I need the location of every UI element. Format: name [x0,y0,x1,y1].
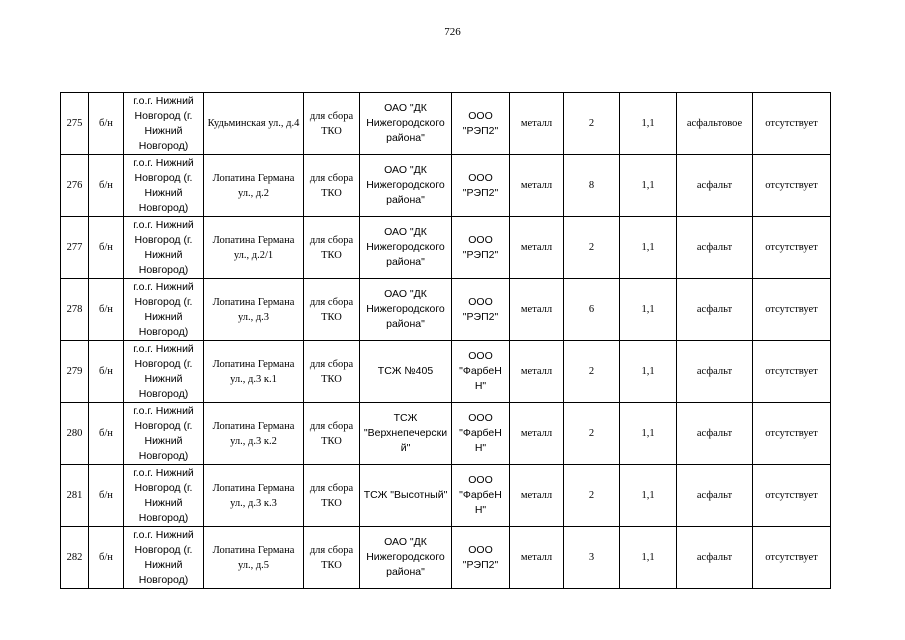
cell-address: Лопатина Германа ул., д.2 [204,155,304,217]
cell-fence: отсутствует [753,279,831,341]
cell-surface: асфальтовое [677,93,753,155]
cell-purpose: для сбора ТКО [304,527,360,589]
cell-container-volume: 1,1 [620,155,677,217]
table-row [61,465,831,527]
cell-container-count: 8 [564,155,620,217]
cell-reg-number: б/н [89,403,124,465]
cell-container-count: 3 [564,527,620,589]
cell-reg-number: б/н [89,465,124,527]
cell-address: Лопатина Германа ул., д.3 [204,279,304,341]
cell-address: Лопатина Германа ул., д.3 к.1 [204,341,304,403]
cell-container-count: 2 [564,217,620,279]
cell-fence: отсутствует [753,403,831,465]
cell-locality: г.о.г. Нижний Новгород (г. Нижний Новгород) [124,93,204,155]
table-row [61,341,831,403]
cell-locality: г.о.г. Нижний Новгород (г. Нижний Новгород) [124,217,204,279]
cell-number: 275 [61,93,89,155]
cell-address: Лопатина Германа ул., д.5 [204,527,304,589]
cell-operator: ООО "РЭП2" [452,217,510,279]
cell-owner: ТСЖ "Верхнепечерский" [360,403,452,465]
cell-container-count: 2 [564,93,620,155]
cell-operator: ООО "РЭП2" [452,527,510,589]
cell-number: 282 [61,527,89,589]
page-number: 726 [444,26,461,38]
table-row [61,403,831,465]
cell-purpose: для сбора ТКО [304,403,360,465]
cell-purpose: для сбора ТКО [304,341,360,403]
cell-fence: отсутствует [753,527,831,589]
cell-container-volume: 1,1 [620,341,677,403]
cell-container-volume: 1,1 [620,217,677,279]
cell-container-volume: 1,1 [620,465,677,527]
cell-surface: асфальт [677,341,753,403]
cell-locality: г.о.г. Нижний Новгород (г. Нижний Новгород) [124,465,204,527]
table-row [61,93,831,155]
cell-material: металл [510,403,564,465]
cell-reg-number: б/н [89,155,124,217]
cell-number: 276 [61,155,89,217]
cell-material: металл [510,465,564,527]
cell-material: металл [510,217,564,279]
cell-material: металл [510,279,564,341]
cell-fence: отсутствует [753,93,831,155]
cell-purpose: для сбора ТКО [304,279,360,341]
cell-surface: асфальт [677,155,753,217]
cell-material: металл [510,341,564,403]
cell-locality: г.о.г. Нижний Новгород (г. Нижний Новгород) [124,279,204,341]
cell-number: 280 [61,403,89,465]
cell-fence: отсутствует [753,465,831,527]
cell-material: металл [510,527,564,589]
cell-number: 281 [61,465,89,527]
cell-purpose: для сбора ТКО [304,465,360,527]
cell-operator: ООО "ФарбеН Н" [452,341,510,403]
cell-reg-number: б/н [89,527,124,589]
cell-address: Лопатина Германа ул., д.2/1 [204,217,304,279]
cell-owner: ОАО "ДК Нижегородского района" [360,527,452,589]
cell-owner: ОАО "ДК Нижегородского района" [360,93,452,155]
registry-table [60,92,831,589]
cell-owner: ОАО "ДК Нижегородского района" [360,217,452,279]
cell-owner: ТСЖ №405 [360,341,452,403]
cell-container-count: 2 [564,403,620,465]
table-row [61,155,831,217]
cell-address: Лопатина Германа ул., д.3 к.2 [204,403,304,465]
cell-operator: ООО "ФарбеН Н" [452,403,510,465]
cell-container-count: 6 [564,279,620,341]
cell-container-volume: 1,1 [620,403,677,465]
cell-surface: асфальт [677,217,753,279]
cell-locality: г.о.г. Нижний Новгород (г. Нижний Новгород) [124,527,204,589]
table-row [61,279,831,341]
cell-owner: ОАО "ДК Нижегородского района" [360,279,452,341]
cell-number: 278 [61,279,89,341]
cell-number: 277 [61,217,89,279]
table-row [61,527,831,589]
cell-surface: асфальт [677,527,753,589]
cell-address: Кудьминская ул., д.4 [204,93,304,155]
cell-container-volume: 1,1 [620,279,677,341]
cell-fence: отсутствует [753,155,831,217]
cell-purpose: для сбора ТКО [304,155,360,217]
cell-container-volume: 1,1 [620,527,677,589]
cell-operator: ООО "ФарбеН Н" [452,465,510,527]
cell-purpose: для сбора ТКО [304,217,360,279]
cell-operator: ООО "РЭП2" [452,155,510,217]
cell-owner: ОАО "ДК Нижегородского района" [360,155,452,217]
cell-container-count: 2 [564,341,620,403]
cell-surface: асфальт [677,279,753,341]
cell-operator: ООО "РЭП2" [452,93,510,155]
cell-material: металл [510,155,564,217]
cell-address: Лопатина Германа ул., д.3 к.3 [204,465,304,527]
cell-fence: отсутствует [753,341,831,403]
cell-locality: г.о.г. Нижний Новгород (г. Нижний Новгород) [124,155,204,217]
cell-container-volume: 1,1 [620,93,677,155]
cell-reg-number: б/н [89,341,124,403]
cell-reg-number: б/н [89,279,124,341]
cell-fence: отсутствует [753,217,831,279]
table-row [61,217,831,279]
cell-surface: асфальт [677,465,753,527]
cell-owner: ТСЖ "Высотный" [360,465,452,527]
cell-purpose: для сбора ТКО [304,93,360,155]
cell-operator: ООО "РЭП2" [452,279,510,341]
table-body [61,93,831,589]
cell-surface: асфальт [677,403,753,465]
cell-locality: г.о.г. Нижний Новгород (г. Нижний Новгород) [124,341,204,403]
cell-reg-number: б/н [89,93,124,155]
cell-material: металл [510,93,564,155]
cell-container-count: 2 [564,465,620,527]
cell-locality: г.о.г. Нижний Новгород (г. Нижний Новгород) [124,403,204,465]
cell-reg-number: б/н [89,217,124,279]
cell-number: 279 [61,341,89,403]
